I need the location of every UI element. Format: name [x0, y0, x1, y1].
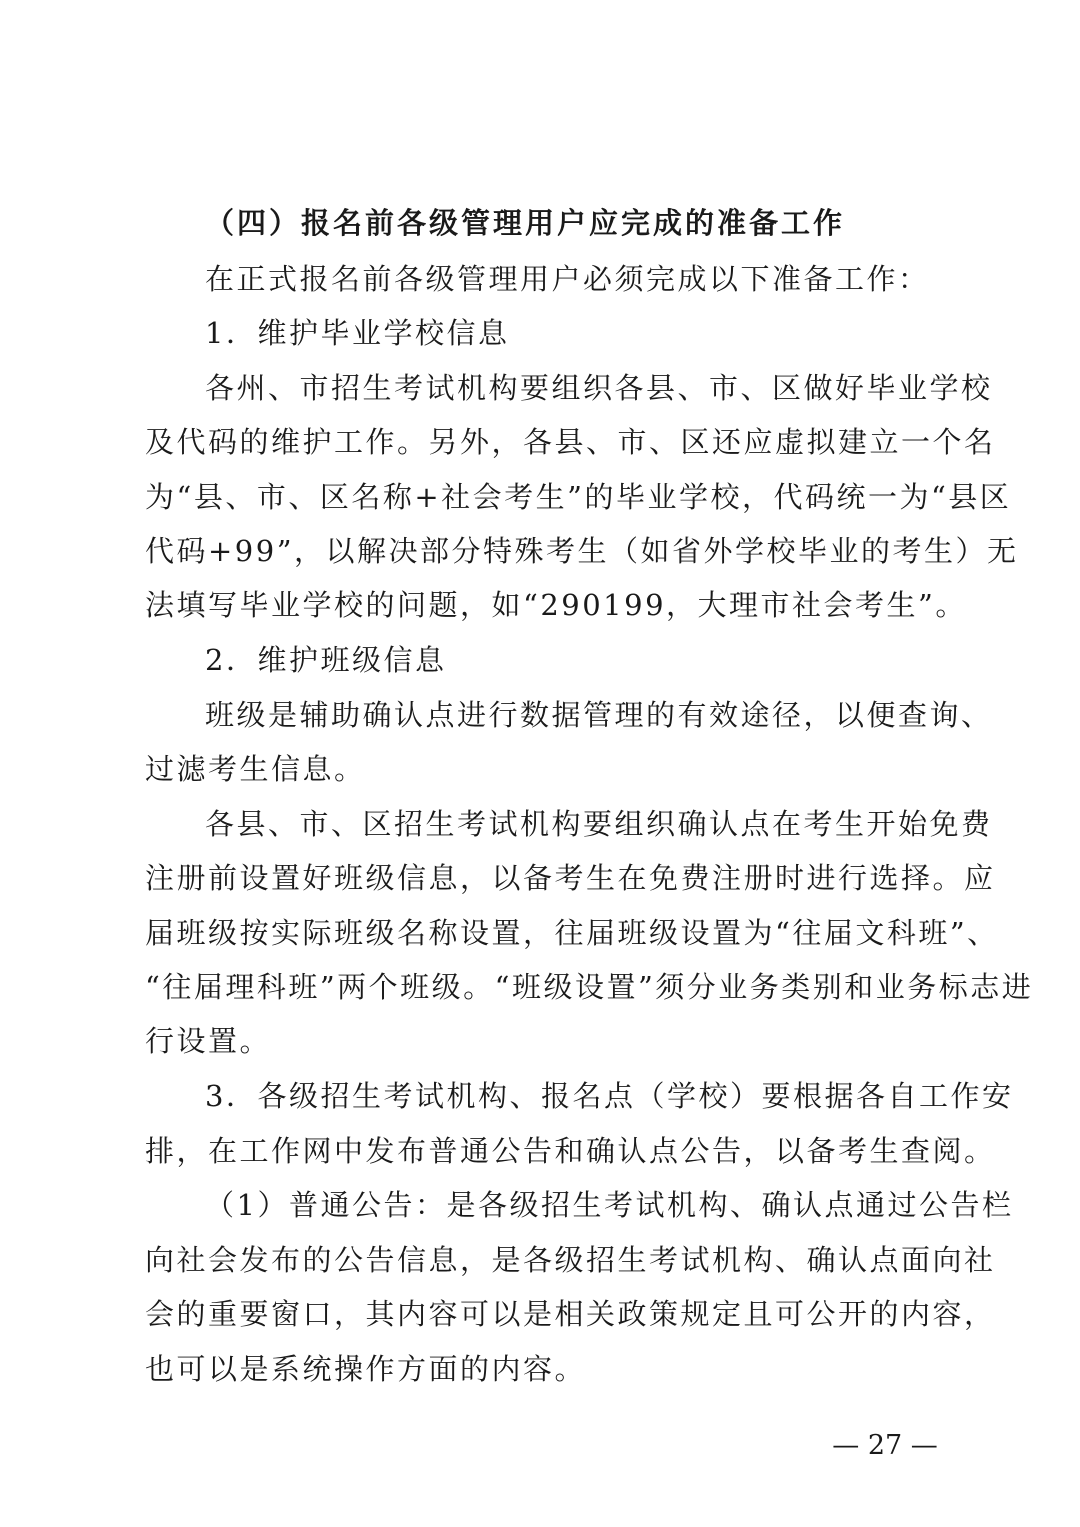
item-1-line: 各州、市招生考试机构要组织各县、市、区做好毕业学校	[205, 371, 993, 405]
item-2-title: 2．维护班级信息	[205, 643, 447, 677]
item-2-para2-line: 各县、市、区招生考试机构要组织确认点在考生开始免费	[205, 807, 993, 841]
item-2-para2-line: “往届理科班”两个班级。“班级设置”须分业务类别和业务标志进	[145, 970, 1034, 1004]
item-1-line: 代码+99”，以解决部分特殊考生（如省外学校毕业的考生）无	[145, 534, 1019, 568]
section-intro: 在正式报名前各级管理用户必须完成以下准备工作：	[205, 262, 930, 296]
item-3-line: 3．各级招生考试机构、报名点（学校）要根据各自工作安	[205, 1079, 1014, 1113]
item-2-para2-line: 届班级按实际班级名称设置，往届班级设置为“往届文科班”、	[145, 916, 999, 950]
item-3-line: 排，在工作网中发布普通公告和确认点公告，以备考生查阅。	[145, 1134, 996, 1168]
sub-1-line: 会的重要窗口，其内容可以是相关政策规定且可公开的内容，	[145, 1297, 996, 1331]
item-1-title: 1．维护毕业学校信息	[205, 316, 510, 350]
item-2-para1-line: 班级是辅助确认点进行数据管理的有效途径，以便查询、	[205, 698, 993, 732]
item-1-line: 为“县、市、区名称+社会考生”的毕业学校，代码统一为“县区	[145, 480, 1012, 514]
sub-1-line: 向社会发布的公告信息，是各级招生考试机构、确认点面向社	[145, 1243, 996, 1277]
section-heading: （四）报名前各级管理用户应完成的准备工作	[205, 206, 846, 240]
item-2-para2-line: 注册前设置好班级信息，以备考生在免费注册时进行选择。应	[145, 861, 996, 895]
sub-1-line: 也可以是系统操作方面的内容。	[145, 1352, 587, 1386]
item-2-para2-line: 行设置。	[145, 1024, 272, 1058]
item-1-line: 法填写毕业学校的问题，如“290199，大理市社会考生”。	[145, 588, 967, 622]
item-1-line: 及代码的维护工作。另外，各县、市、区还应虚拟建立一个名	[145, 425, 996, 459]
sub-1-line: （1）普通公告：是各级招生考试机构、确认点通过公告栏	[205, 1188, 1014, 1222]
page-number: — 27 —	[832, 1430, 938, 1461]
item-2-para1-line: 过滤考生信息。	[145, 752, 366, 786]
